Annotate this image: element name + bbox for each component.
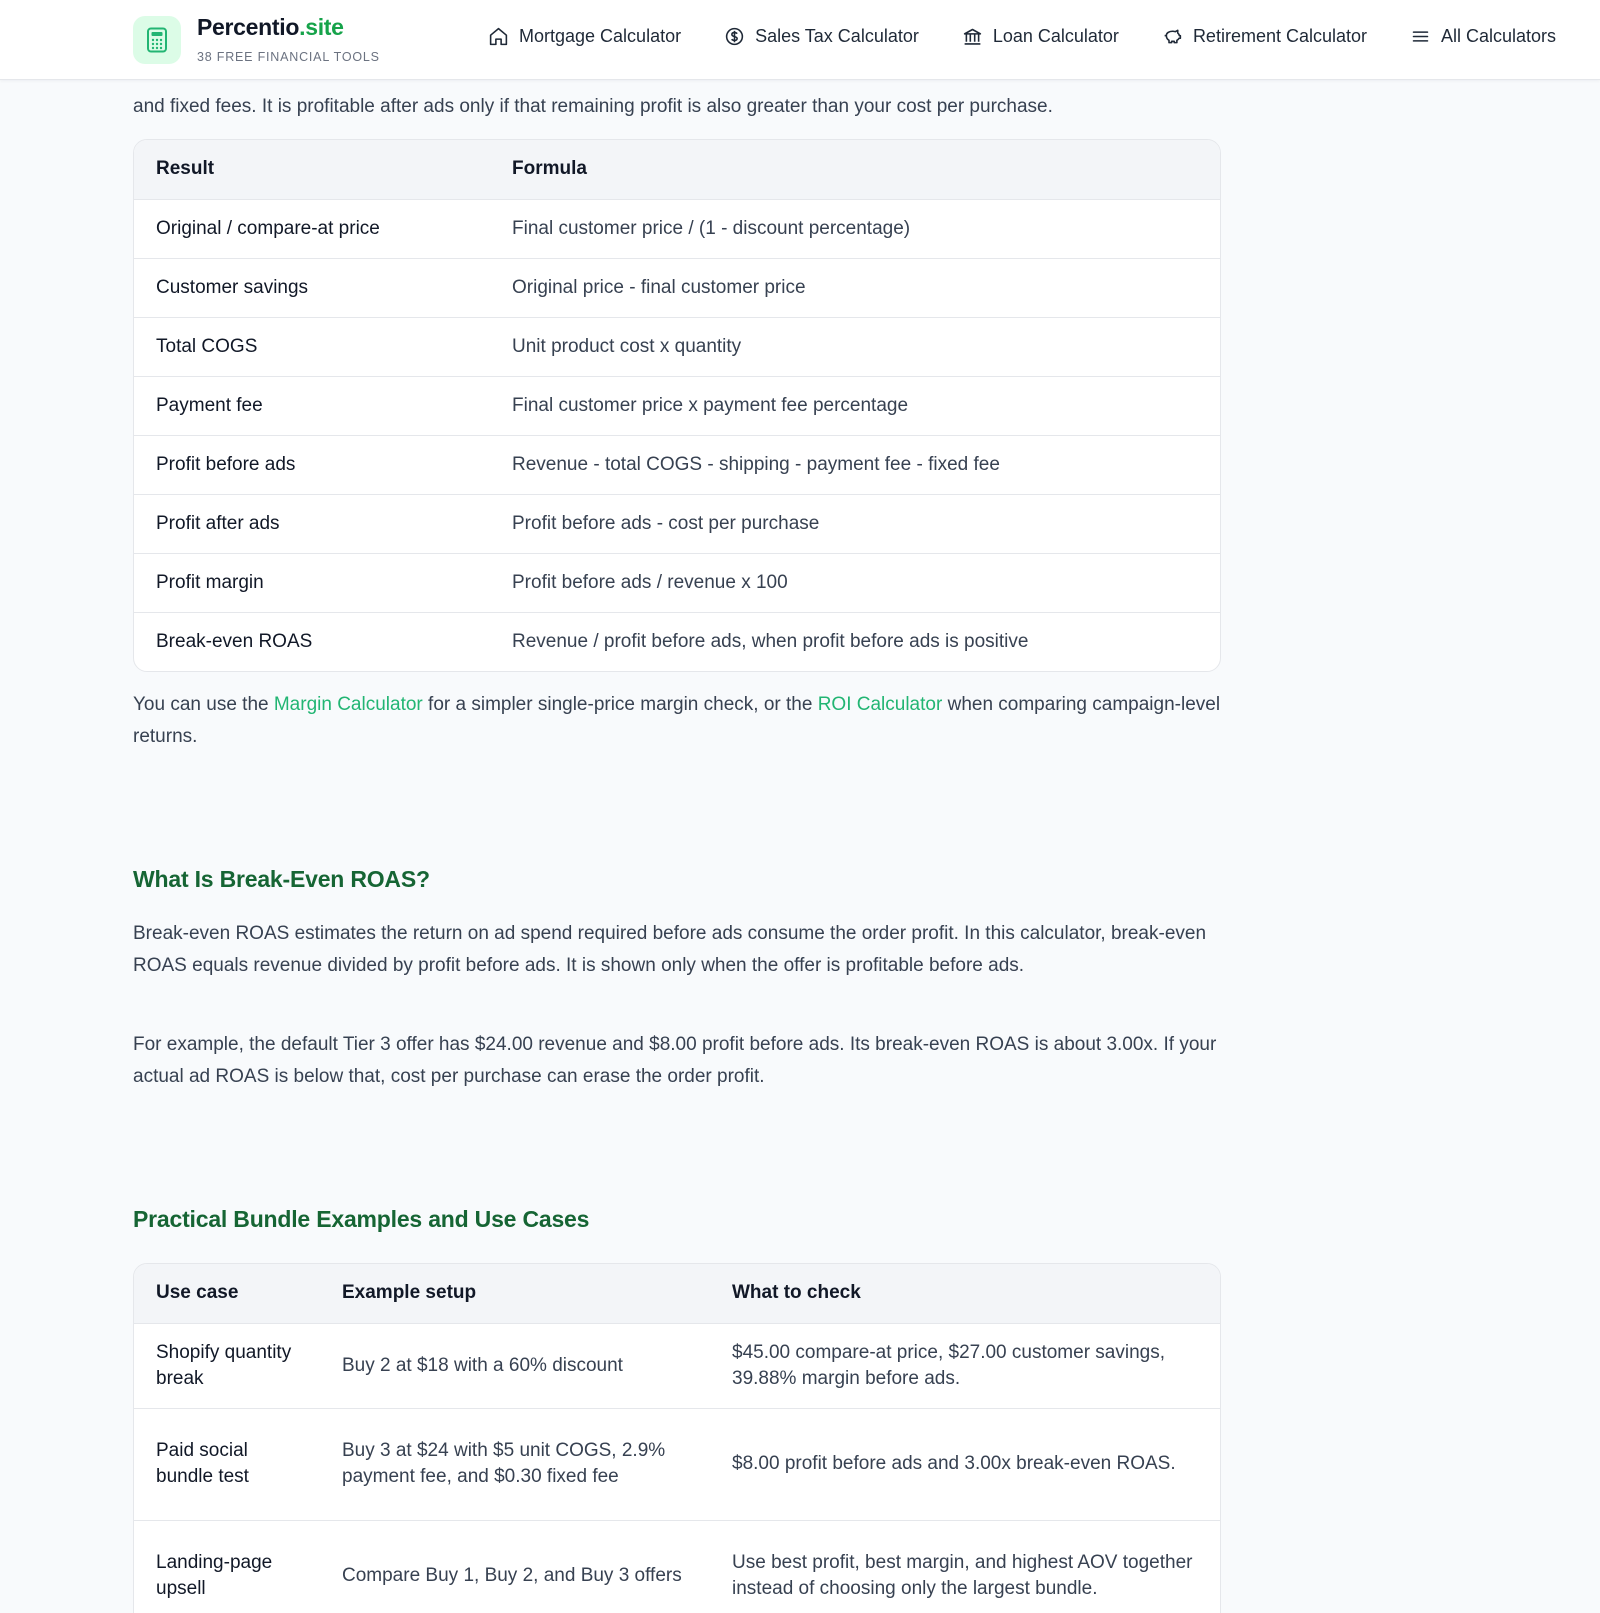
roas-paragraph-2: For example, the default Tier 3 offer has $24.00 revenue and $8.00 profit before ads. Its break-even ROAS is about 3.00x. If your actual ad ROAS is below that, cost per purchase can erase the order profit. <box>133 1034 1217 1087</box>
formula-cell: Final customer price / (1 - discount percentage) <box>490 199 1220 258</box>
example-setup-cell: Buy 2 at $18 with a 60% discount <box>320 1323 710 1408</box>
related-links-paragraph: You can use the Margin Calculator for a simpler single-price margin check, or the ROI Calculator when comparing campaign-level returns. <box>133 694 1221 747</box>
what-to-check-cell: Use best profit, best margin, and highest AOV together instead of choosing only the largest bundle. <box>732 1552 1193 1600</box>
table-row <box>134 376 1220 435</box>
bundle-examples-heading: Practical Bundle Examples and Use Cases <box>133 1206 590 1232</box>
margin-calculator-link[interactable]: Margin Calculator <box>273 694 423 715</box>
nav-retirement-calculator[interactable]: Retirement Calculator <box>1162 26 1367 47</box>
piggy-bank-icon <box>1162 26 1183 47</box>
result-cell: Original / compare-at price <box>134 199 490 258</box>
roi-calculator-link[interactable]: ROI Calculator <box>817 694 943 715</box>
intro-paragraph: and fixed fees. It is profitable after ads only if that remaining profit is also greater than your cost per purchase. <box>133 96 1053 117</box>
table-row <box>134 1520 1220 1613</box>
column-header: Formula <box>490 140 1220 199</box>
example-setup-cell: Buy 3 at $24 with $5 unit COGS, 2.9% payment fee, and $0.30 fixed fee <box>320 1408 710 1520</box>
break-even-roas-heading: What Is Break-Even ROAS? <box>133 866 430 892</box>
table-row <box>134 1323 1220 1408</box>
site-header <box>0 0 1600 80</box>
table-header-row <box>134 1264 1220 1323</box>
formula-cell: Revenue - total COGS - shipping - payment fee - fixed fee <box>490 435 1220 494</box>
menu-icon <box>1410 26 1431 47</box>
table-row <box>134 258 1220 317</box>
table-row <box>134 1408 1220 1520</box>
column-header: Result <box>134 140 490 199</box>
what-to-check-cell: $45.00 compare-at price, $27.00 customer savings, 39.88% margin before ads. <box>710 1323 1220 1408</box>
table-row <box>134 612 1220 671</box>
result-cell: Payment fee <box>134 376 490 435</box>
table-row <box>134 317 1220 376</box>
what-to-check-cell: $8.00 profit before ads and 3.00x break-even ROAS. <box>710 1408 1220 1520</box>
formula-table <box>133 139 1221 672</box>
formula-cell: Profit before ads / revenue x 100 <box>490 553 1220 612</box>
bundle-examples-table <box>133 1263 1221 1613</box>
example-setup-cell: Compare Buy 1, Buy 2, and Buy 3 offers <box>342 1565 682 1587</box>
table-row <box>134 553 1220 612</box>
nav-sales-tax-calculator[interactable]: Sales Tax Calculator <box>724 26 919 47</box>
nav-all-calculators[interactable]: All Calculators <box>1410 26 1556 47</box>
table-header-row <box>134 140 1220 199</box>
main-nav <box>488 26 1590 47</box>
result-cell: Customer savings <box>134 258 490 317</box>
column-header: What to check <box>710 1264 1220 1323</box>
formula-cell: Revenue / profit before ads, when profit before ads is positive <box>512 630 1029 652</box>
dollar-circle-icon <box>724 26 745 47</box>
formula-cell: Profit before ads - cost per purchase <box>490 494 1220 553</box>
result-cell: Profit margin <box>134 553 490 612</box>
brand-name[interactable]: Percentio.site <box>197 14 344 40</box>
table-row <box>134 494 1220 553</box>
result-cell: Break-even ROAS <box>156 630 313 652</box>
column-header: Use case <box>134 1264 320 1323</box>
nav-mortgage-calculator[interactable]: Mortgage Calculator <box>488 26 681 47</box>
formula-cell: Unit product cost x quantity <box>490 317 1220 376</box>
bank-icon <box>962 26 983 47</box>
result-cell: Profit after ads <box>134 494 490 553</box>
use-case-cell: Landing-page upsell <box>156 1552 273 1600</box>
roas-paragraph-1: Break-even ROAS estimates the return on ad spend required before ads consume the order profit. In this calculator, break-even ROAS equals revenue divided by profit before ads. It is shown only when the offer is profitable before ads. <box>133 923 1207 976</box>
formula-cell: Final customer price x payment fee percentage <box>490 376 1220 435</box>
calculator-logo-icon[interactable] <box>133 16 181 64</box>
use-case-cell: Shopify quantity break <box>134 1323 320 1408</box>
nav-loan-calculator[interactable]: Loan Calculator <box>962 26 1119 47</box>
table-row <box>134 435 1220 494</box>
table-row <box>134 199 1220 258</box>
brand-tagline: 38 FREE FINANCIAL TOOLS <box>197 50 380 64</box>
result-cell: Total COGS <box>134 317 490 376</box>
result-cell: Profit before ads <box>134 435 490 494</box>
formula-cell: Original price - final customer price <box>490 258 1220 317</box>
home-icon <box>488 26 509 47</box>
column-header: Example setup <box>320 1264 710 1323</box>
use-case-cell: Paid social bundle test <box>134 1408 320 1520</box>
